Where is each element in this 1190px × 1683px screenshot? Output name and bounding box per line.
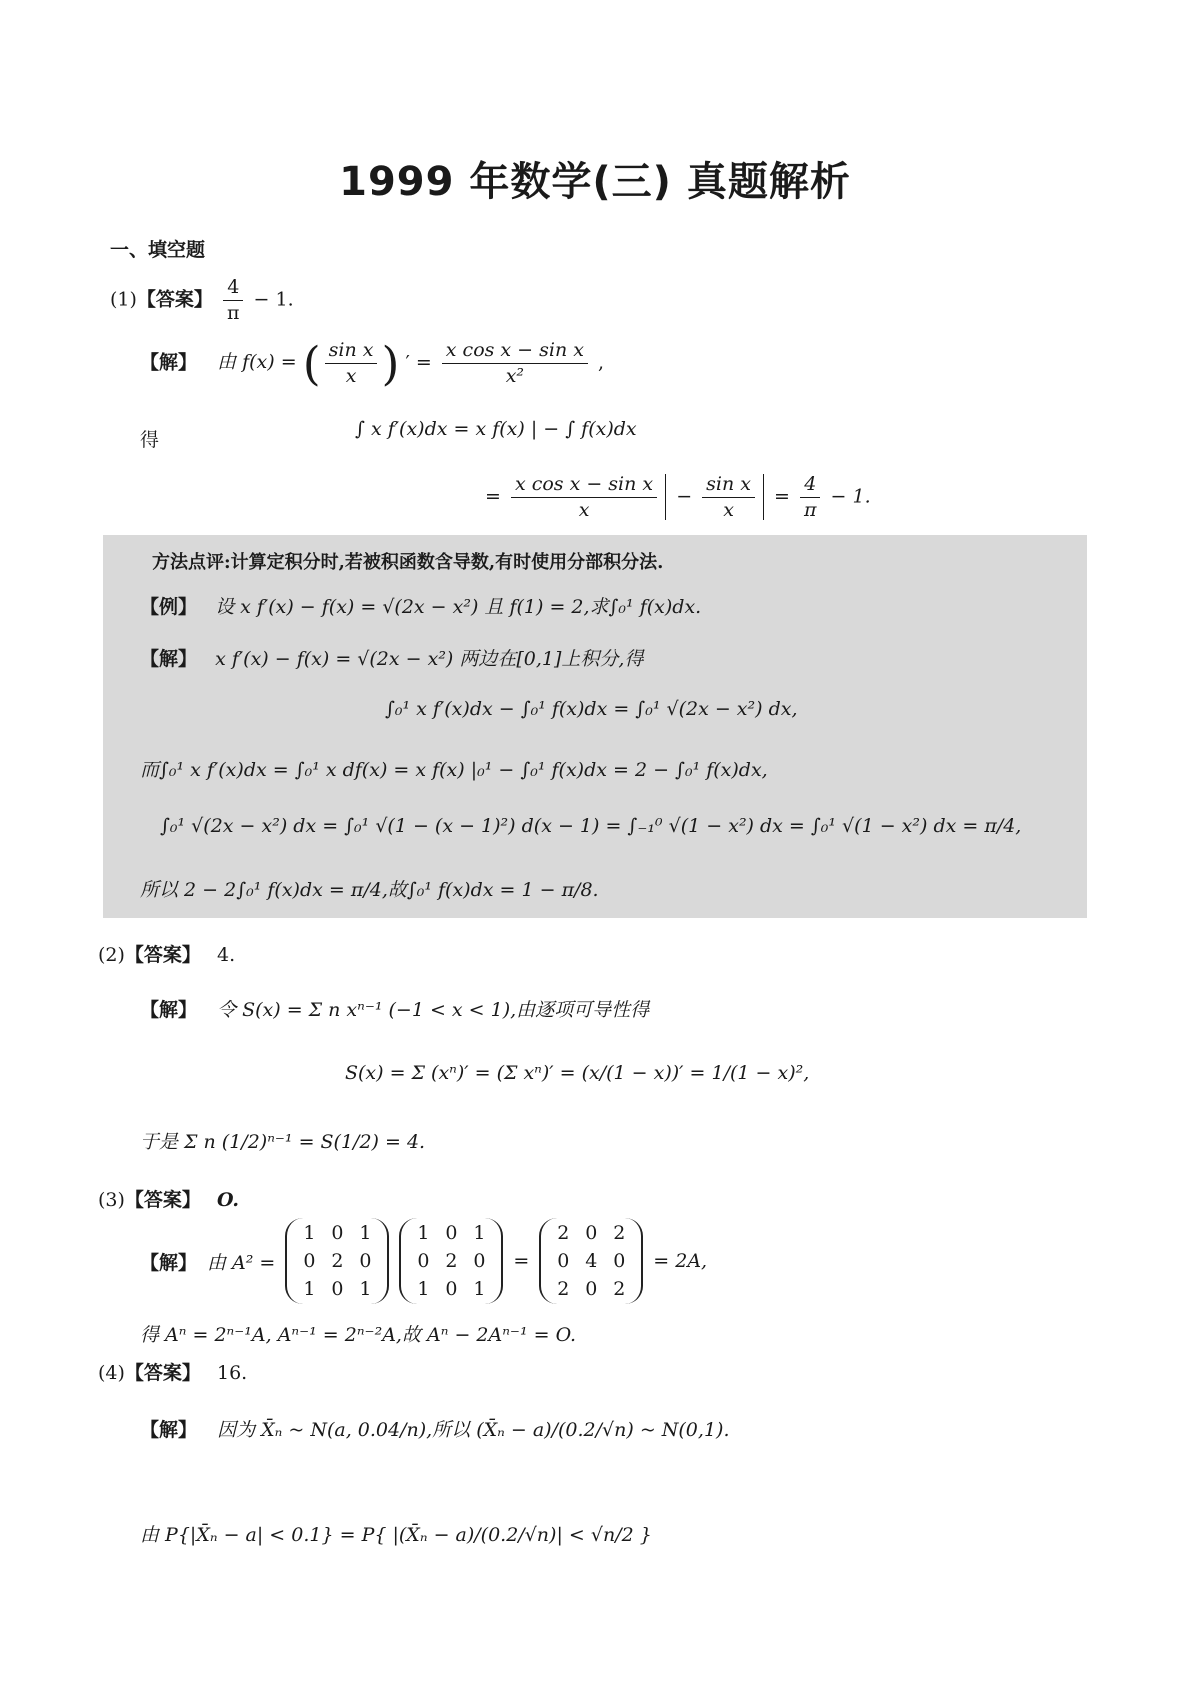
q1-line3-eq: =	[485, 485, 501, 508]
matrix-cell: 1	[417, 1278, 430, 1300]
matrix-a-left	[285, 1218, 389, 1304]
q4-answer: 16.	[216, 1362, 248, 1384]
q1-solution-line1	[140, 336, 605, 391]
q4-line2: 由 P{|X̄ₙ − a| < 0.1} = P{ |(X̄ₙ − a)/(0.2/√n)| < √n/2 }	[140, 1524, 652, 1546]
q1-answer-fraction	[223, 277, 244, 324]
q2-answer: 4.	[216, 944, 236, 966]
q1-line1-lead: 由 f(x) =	[217, 351, 297, 374]
box-eq2: 而∫₀¹ x f′(x)dx = ∫₀¹ x df(x) = x f(x) |₀¹ − ∫₀¹ f(x)dx = 2 − ∫₀¹ f(x)dx,	[140, 759, 768, 781]
q3-lead: 由 A² =	[207, 1251, 276, 1274]
matrix-cell: 0	[585, 1222, 598, 1244]
matrix-cell: 1	[417, 1222, 430, 1244]
matrix-cell: 2	[331, 1250, 344, 1272]
matrix-cell: 2	[557, 1222, 570, 1244]
matrix-cell: 1	[473, 1278, 486, 1300]
matrix-cell: 0	[331, 1278, 344, 1300]
q2-solution-tag: 【解】	[140, 999, 198, 1021]
eval-bar	[763, 474, 764, 520]
q4-solution-line1	[140, 1415, 729, 1442]
q1-line3-frac-num: x cos x − sin x	[511, 474, 657, 498]
example-line	[140, 592, 701, 619]
matrix-cell: 0	[359, 1250, 372, 1272]
q3-solution-line1	[140, 1218, 707, 1304]
matrix-cell: 2	[557, 1278, 570, 1300]
q1-line3-frac2-num: sin x	[702, 474, 755, 498]
q1-line3-frac2	[702, 474, 755, 521]
matrix-cell: 0	[473, 1250, 486, 1272]
matrix-cell: 1	[359, 1222, 372, 1244]
q2-line3: 于是 Σ n (1/2)ⁿ⁻¹ = S(1/2) = 4.	[140, 1131, 426, 1153]
q1-line1-end: ,	[598, 351, 605, 374]
example-tag: 【例】	[140, 596, 198, 618]
q3-number: (3)	[98, 1189, 125, 1211]
matrix-cell: 0	[585, 1278, 598, 1300]
q3-answer-line	[98, 1185, 239, 1212]
q1-line3-mid: −	[676, 485, 693, 508]
q1-solution-tag: 【解】	[140, 351, 198, 374]
matrix-cell: 1	[473, 1222, 486, 1244]
q1-line2: ∫ x f′(x)dx = x f(x) | − ∫ f(x)dx	[355, 418, 637, 440]
q1-line1-fraction2	[442, 340, 588, 387]
matrix-cell: 2	[613, 1278, 626, 1300]
q1-line1-frac-den: x	[345, 364, 357, 387]
box-eq4: 所以 2 − 2∫₀¹ f(x)dx = π/4,故∫₀¹ f(x)dx = 1 − π/8.	[140, 879, 599, 901]
left-paren: (	[302, 336, 321, 391]
q3-line2: 得 Aⁿ = 2ⁿ⁻¹A, Aⁿ⁻¹ = 2ⁿ⁻²A,故 Aⁿ − 2Aⁿ⁻¹ = O.	[140, 1324, 577, 1346]
q1-line1-mid: ′ =	[405, 351, 432, 374]
matrix-cell: 0	[557, 1250, 570, 1272]
q4-answer-line	[98, 1358, 247, 1385]
q4-solution-tag: 【解】	[140, 1419, 198, 1441]
q2-answer-tag: 【答案】	[124, 944, 201, 966]
matrix-cell: 0	[331, 1222, 344, 1244]
box-solution-text: x f′(x) − f(x) = √(2x − x²) 两边在[0,1]上积分,得	[215, 648, 644, 670]
q3-solution-tag: 【解】	[140, 1251, 198, 1274]
q2-answer-line	[98, 940, 235, 967]
equals-sign: =	[513, 1250, 530, 1272]
example-text: 设 x f′(x) − f(x) = √(2x − x²) 且 f(1) = 2,求∫₀¹ f(x)dx.	[215, 596, 702, 618]
q1-line3-frac3	[800, 474, 821, 521]
q1-line3-frac3-den: π	[804, 498, 817, 521]
q1-line1-frac2-num: x cos x − sin x	[442, 340, 588, 364]
q1-line3-frac	[511, 474, 657, 521]
q1-line3-frac-den: x	[578, 498, 590, 521]
box-solution-line	[140, 644, 643, 671]
page-title: 1999 年数学(三) 真题解析	[339, 159, 851, 205]
box-solution-tag: 【解】	[140, 648, 198, 670]
matrix-a-right	[399, 1218, 503, 1304]
matrix-cell: 4	[585, 1250, 598, 1272]
q3-answer-tag: 【答案】	[124, 1189, 201, 1211]
q1-line1-frac2-den: x²	[505, 364, 525, 387]
box-eq3: ∫₀¹ √(2x − x²) dx = ∫₀¹ √(1 − (x − 1)²) d(x − 1) = ∫₋₁⁰ √(1 − x²) dx = ∫₀¹ √(1 − x²) dx = π/4,	[160, 815, 1022, 837]
matrix-cell: 0	[445, 1222, 458, 1244]
q2-line1: 令 S(x) = Σ n xⁿ⁻¹ (−1 < x < 1),由逐项可导性得	[217, 999, 650, 1021]
matrix-result	[539, 1218, 643, 1304]
q4-number: (4)	[98, 1362, 125, 1384]
matrix-cell: 0	[445, 1278, 458, 1300]
matrix-cell: 1	[303, 1222, 316, 1244]
q2-line2: S(x) = Σ (xⁿ)′ = (Σ xⁿ)′ = (x/(1 − x))′ = 1/(1 − x)²,	[345, 1062, 810, 1084]
q1-de: 得	[140, 429, 160, 451]
q1-line3	[485, 474, 871, 521]
q1-line1-frac-num: sin x	[325, 340, 378, 364]
q1-line1-fraction	[325, 340, 378, 387]
matrix-cell: 2	[613, 1222, 626, 1244]
q1-number: (1)	[110, 288, 137, 311]
q1-answer-line	[110, 277, 294, 324]
matrix-cell: 0	[303, 1250, 316, 1272]
section-heading: 一、填空题	[110, 239, 206, 261]
method-comment: 方法点评:计算定积分时,若被积函数含导数,有时使用分部积分法.	[152, 552, 664, 573]
q1-answer-numerator: 4	[223, 277, 243, 301]
q1-answer-denominator: π	[226, 301, 240, 324]
q1-answer-tag: 【答案】	[136, 288, 213, 311]
matrix-cell: 1	[303, 1278, 316, 1300]
matrix-cell: 1	[359, 1278, 372, 1300]
q2-number: (2)	[98, 944, 125, 966]
matrix-cell: 0	[613, 1250, 626, 1272]
q1-answer-tail: − 1.	[253, 288, 294, 311]
q1-line3-frac3-num: 4	[800, 474, 820, 498]
q4-line1: 因为 X̄ₙ ~ N(a, 0.04/n),所以 (X̄ₙ − a)/(0.2/√n) ~ N(0,1).	[217, 1419, 730, 1441]
q1-line3-end: − 1.	[830, 485, 871, 508]
q1-line3-eq2: =	[774, 485, 790, 508]
matrix-cell: 0	[417, 1250, 430, 1272]
eval-bar	[665, 474, 666, 520]
right-paren: )	[381, 336, 400, 391]
box-eq1: ∫₀¹ x f′(x)dx − ∫₀¹ f(x)dx = ∫₀¹ √(2x − x²) dx,	[385, 698, 798, 720]
matrix-cell: 2	[445, 1250, 458, 1272]
q1-line3-frac2-den: x	[723, 498, 734, 521]
q3-answer: O.	[216, 1189, 240, 1211]
q4-answer-tag: 【答案】	[124, 1362, 201, 1384]
q3-eq-end: = 2A,	[653, 1250, 708, 1272]
q2-solution-line1	[140, 995, 649, 1022]
